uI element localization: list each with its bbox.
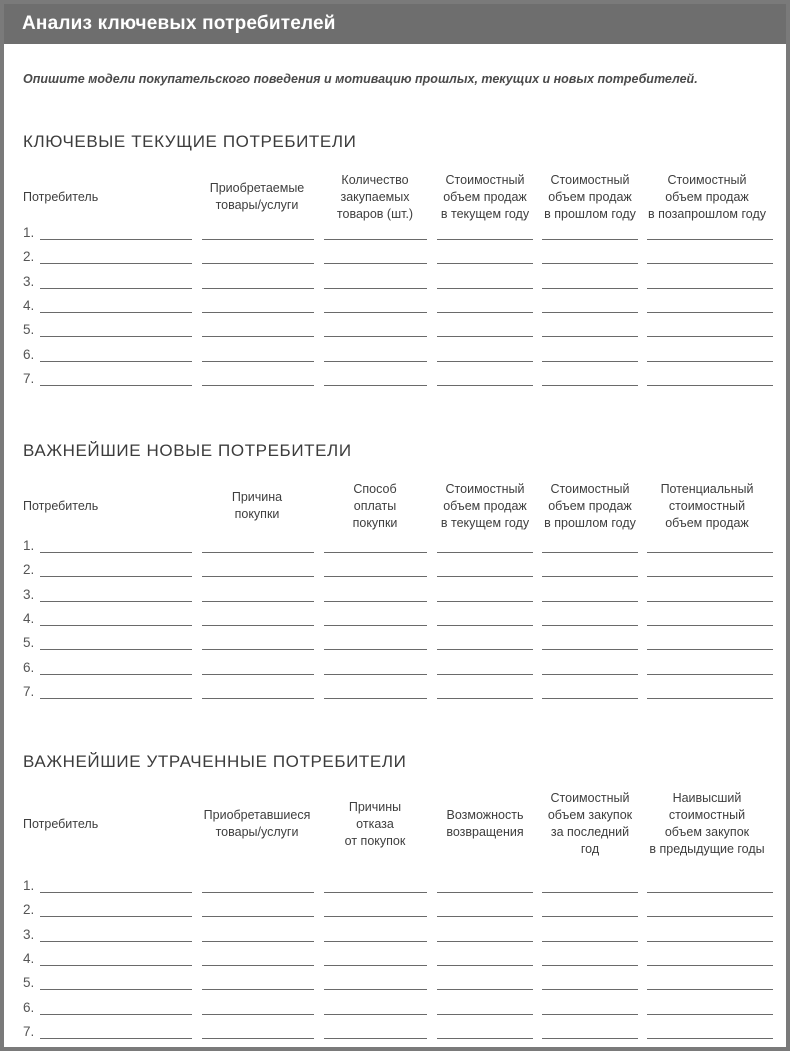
fill-in-line[interactable] bbox=[324, 625, 427, 626]
fill-in-line[interactable] bbox=[40, 239, 192, 240]
column-header: Стоимостный объем продаж в текущем году bbox=[440, 481, 530, 530]
fill-in-line[interactable] bbox=[40, 288, 192, 289]
fill-in-line[interactable] bbox=[542, 989, 638, 990]
table-row bbox=[4, 951, 786, 975]
table-row bbox=[4, 538, 786, 562]
table-row bbox=[4, 684, 786, 708]
fill-in-line[interactable] bbox=[542, 965, 638, 966]
table-row bbox=[4, 1024, 786, 1048]
fill-in-line[interactable] bbox=[647, 336, 773, 337]
column-header: Потребитель bbox=[23, 498, 99, 513]
column-header: Потребитель bbox=[23, 189, 99, 204]
fill-in-line[interactable] bbox=[437, 625, 533, 626]
fill-in-line[interactable] bbox=[202, 625, 314, 626]
row-number: 5. bbox=[23, 975, 35, 991]
fill-in-line[interactable] bbox=[202, 892, 314, 893]
section-title: ВАЖНЕЙШИЕ УТРАЧЕННЫЕ ПОТРЕБИТЕЛИ bbox=[23, 752, 407, 771]
fill-in-line[interactable] bbox=[647, 601, 773, 602]
fill-in-line[interactable] bbox=[324, 239, 427, 240]
fill-in-line[interactable] bbox=[437, 239, 533, 240]
fill-in-line[interactable] bbox=[202, 941, 314, 942]
fill-in-line[interactable] bbox=[324, 674, 427, 675]
column-header: Наивысший стоимостный объем закупок в предыдущие годы bbox=[649, 791, 765, 856]
table-row bbox=[4, 878, 786, 902]
fill-in-line[interactable] bbox=[437, 1014, 533, 1015]
fill-in-line[interactable] bbox=[40, 698, 192, 699]
fill-in-line[interactable] bbox=[40, 941, 192, 942]
column-header: Стоимостный объем закупок за последний год bbox=[547, 791, 633, 856]
fill-in-line[interactable] bbox=[324, 361, 427, 362]
row-number: 5. bbox=[23, 635, 35, 651]
column-header: Стоимостный объем продаж в позапрошлом году bbox=[647, 172, 767, 221]
column-header: Приобретаемые товары/услуги bbox=[209, 181, 305, 212]
table-row bbox=[4, 322, 786, 346]
fill-in-line[interactable] bbox=[202, 1014, 314, 1015]
row-number: 6. bbox=[23, 346, 35, 362]
fill-in-line[interactable] bbox=[542, 361, 638, 362]
fill-in-line[interactable] bbox=[647, 385, 773, 386]
fill-in-line[interactable] bbox=[324, 649, 427, 650]
fill-in-line[interactable] bbox=[437, 965, 533, 966]
fill-in-line[interactable] bbox=[647, 625, 773, 626]
fill-in-line[interactable] bbox=[542, 385, 638, 386]
row-number: 2. bbox=[23, 562, 35, 578]
fill-in-line[interactable] bbox=[40, 361, 192, 362]
fill-in-line[interactable] bbox=[647, 239, 773, 240]
fill-in-line[interactable] bbox=[542, 941, 638, 942]
table-row bbox=[4, 562, 786, 586]
fill-in-line[interactable] bbox=[324, 916, 427, 917]
fill-in-line[interactable] bbox=[437, 941, 533, 942]
fill-in-line[interactable] bbox=[647, 312, 773, 313]
page-header: Анализ ключевых потребителей bbox=[4, 4, 786, 44]
fill-in-line[interactable] bbox=[437, 312, 533, 313]
row-number: 4. bbox=[23, 297, 35, 313]
table-row bbox=[4, 298, 786, 322]
row-number: 2. bbox=[23, 902, 35, 918]
fill-in-line[interactable] bbox=[202, 1038, 314, 1039]
fill-in-line[interactable] bbox=[647, 989, 773, 990]
section-title: КЛЮЧЕВЫЕ ТЕКУЩИЕ ПОТРЕБИТЕЛИ bbox=[23, 132, 357, 151]
fill-in-line[interactable] bbox=[647, 965, 773, 966]
fill-in-line[interactable] bbox=[647, 649, 773, 650]
table-row bbox=[4, 635, 786, 659]
fill-in-line[interactable] bbox=[542, 552, 638, 553]
fill-in-line[interactable] bbox=[202, 674, 314, 675]
fill-in-line[interactable] bbox=[437, 601, 533, 602]
fill-in-line[interactable] bbox=[202, 336, 314, 337]
section-2 bbox=[4, 441, 786, 741]
fill-in-line[interactable] bbox=[202, 263, 314, 264]
table-row bbox=[4, 274, 786, 298]
fill-in-line[interactable] bbox=[647, 892, 773, 893]
fill-in-line[interactable] bbox=[202, 239, 314, 240]
fill-in-line[interactable] bbox=[542, 288, 638, 289]
fill-in-line[interactable] bbox=[324, 1038, 427, 1039]
column-header: Стоимостный объем продаж в прошлом году bbox=[544, 172, 636, 221]
fill-in-line[interactable] bbox=[40, 601, 192, 602]
fill-in-line[interactable] bbox=[542, 916, 638, 917]
fill-in-line[interactable] bbox=[437, 263, 533, 264]
fill-in-line[interactable] bbox=[40, 263, 192, 264]
table-row bbox=[4, 611, 786, 635]
row-number: 1. bbox=[23, 225, 35, 240]
table-row bbox=[4, 975, 786, 999]
column-header: Стоимостный объем продаж в прошлом году bbox=[544, 481, 636, 530]
fill-in-line[interactable] bbox=[542, 1014, 638, 1015]
section-1 bbox=[4, 132, 786, 432]
fill-in-line[interactable] bbox=[324, 1014, 427, 1015]
fill-in-line[interactable] bbox=[202, 916, 314, 917]
row-number: 4. bbox=[23, 950, 35, 966]
fill-in-line[interactable] bbox=[542, 336, 638, 337]
fill-in-line[interactable] bbox=[40, 312, 192, 313]
fill-in-line[interactable] bbox=[542, 674, 638, 675]
fill-in-line[interactable] bbox=[647, 1038, 773, 1039]
row-number: 7. bbox=[23, 1023, 35, 1039]
fill-in-line[interactable] bbox=[324, 989, 427, 990]
fill-in-line[interactable] bbox=[202, 361, 314, 362]
fill-in-line[interactable] bbox=[40, 989, 192, 990]
fill-in-line[interactable] bbox=[437, 288, 533, 289]
table-row bbox=[4, 225, 786, 249]
fill-in-line[interactable] bbox=[40, 1038, 192, 1039]
fill-in-line[interactable] bbox=[324, 941, 427, 942]
fill-in-line[interactable] bbox=[647, 1014, 773, 1015]
fill-in-line[interactable] bbox=[542, 263, 638, 264]
fill-in-line[interactable] bbox=[40, 385, 192, 386]
row-number: 1. bbox=[23, 538, 35, 553]
fill-in-line[interactable] bbox=[437, 649, 533, 650]
row-number: 3. bbox=[23, 273, 35, 289]
fill-in-line[interactable] bbox=[647, 288, 773, 289]
fill-in-line[interactable] bbox=[324, 576, 427, 577]
fill-in-line[interactable] bbox=[202, 601, 314, 602]
row-number: 6. bbox=[23, 999, 35, 1015]
table-row bbox=[4, 660, 786, 684]
fill-in-line[interactable] bbox=[324, 263, 427, 264]
fill-in-line[interactable] bbox=[40, 674, 192, 675]
fill-in-line[interactable] bbox=[40, 336, 192, 337]
fill-in-line[interactable] bbox=[647, 361, 773, 362]
table-row bbox=[4, 1000, 786, 1024]
fill-in-line[interactable] bbox=[40, 552, 192, 553]
column-header: Причина покупки bbox=[231, 490, 283, 521]
fill-in-line[interactable] bbox=[542, 1038, 638, 1039]
fill-in-line[interactable] bbox=[40, 916, 192, 917]
fill-in-line[interactable] bbox=[437, 1038, 533, 1039]
row-number: 7. bbox=[23, 370, 35, 386]
table-row bbox=[4, 347, 786, 371]
fill-in-line[interactable] bbox=[202, 989, 314, 990]
fill-in-line[interactable] bbox=[202, 698, 314, 699]
fill-in-line[interactable] bbox=[40, 625, 192, 626]
row-number: 7. bbox=[23, 683, 35, 699]
fill-in-line[interactable] bbox=[437, 361, 533, 362]
fill-in-line[interactable] bbox=[647, 263, 773, 264]
fill-in-line[interactable] bbox=[647, 674, 773, 675]
fill-in-line[interactable] bbox=[542, 698, 638, 699]
fill-in-line[interactable] bbox=[40, 965, 192, 966]
column-header: Причины отказа от покупок bbox=[344, 799, 406, 848]
row-number: 5. bbox=[23, 322, 35, 338]
fill-in-line[interactable] bbox=[542, 312, 638, 313]
fill-in-line[interactable] bbox=[647, 552, 773, 553]
fill-in-line[interactable] bbox=[542, 576, 638, 577]
fill-in-line[interactable] bbox=[202, 965, 314, 966]
fill-in-line[interactable] bbox=[202, 288, 314, 289]
fill-in-line[interactable] bbox=[324, 312, 427, 313]
fill-in-line[interactable] bbox=[324, 892, 427, 893]
row-number: 6. bbox=[23, 659, 35, 675]
table-row bbox=[4, 371, 786, 395]
row-number: 1. bbox=[23, 878, 35, 893]
fill-in-line[interactable] bbox=[40, 1014, 192, 1015]
column-header: Возможность возвращения bbox=[446, 808, 524, 839]
fill-in-line[interactable] bbox=[437, 989, 533, 990]
row-number: 4. bbox=[23, 610, 35, 626]
fill-in-line[interactable] bbox=[542, 649, 638, 650]
fill-in-line[interactable] bbox=[437, 576, 533, 577]
fill-in-line[interactable] bbox=[202, 312, 314, 313]
row-number: 2. bbox=[23, 249, 35, 265]
fill-in-line[interactable] bbox=[202, 385, 314, 386]
row-number: 3. bbox=[23, 926, 35, 942]
column-header: Потребитель bbox=[23, 816, 99, 831]
fill-in-line[interactable] bbox=[542, 892, 638, 893]
fill-in-line[interactable] bbox=[40, 892, 192, 893]
fill-in-line[interactable] bbox=[324, 385, 427, 386]
fill-in-line[interactable] bbox=[324, 288, 427, 289]
fill-in-line[interactable] bbox=[647, 698, 773, 699]
section-title: ВАЖНЕЙШИЕ НОВЫЕ ПОТРЕБИТЕЛИ bbox=[23, 441, 352, 460]
table-row bbox=[4, 927, 786, 951]
fill-in-line[interactable] bbox=[202, 552, 314, 553]
fill-in-line[interactable] bbox=[437, 916, 533, 917]
column-header: Способ оплаты покупки bbox=[352, 481, 398, 530]
table-row bbox=[4, 902, 786, 926]
table-row bbox=[4, 249, 786, 273]
fill-in-line[interactable] bbox=[647, 941, 773, 942]
fill-in-line[interactable] bbox=[437, 385, 533, 386]
fill-in-line[interactable] bbox=[647, 576, 773, 577]
fill-in-line[interactable] bbox=[324, 698, 427, 699]
column-header: Стоимостный объем продаж в текущем году bbox=[440, 172, 530, 221]
fill-in-line[interactable] bbox=[324, 601, 427, 602]
fill-in-line[interactable] bbox=[202, 576, 314, 577]
fill-in-line[interactable] bbox=[647, 916, 773, 917]
fill-in-line[interactable] bbox=[542, 625, 638, 626]
fill-in-line[interactable] bbox=[324, 336, 427, 337]
table-row bbox=[4, 587, 786, 611]
fill-in-line[interactable] bbox=[324, 965, 427, 966]
column-header: Приобретавшиеся товары/услуги bbox=[203, 808, 311, 839]
column-header: Потенциальный стоимостный объем продаж bbox=[660, 481, 754, 530]
page-subtitle: Опишите модели покупательского поведения и мотивацию прошлых, текущих и новых потребителей. bbox=[23, 72, 698, 86]
fill-in-line[interactable] bbox=[437, 674, 533, 675]
fill-in-line[interactable] bbox=[437, 552, 533, 553]
fill-in-line[interactable] bbox=[542, 601, 638, 602]
fill-in-line[interactable] bbox=[437, 698, 533, 699]
fill-in-line[interactable] bbox=[324, 552, 427, 553]
fill-in-line[interactable] bbox=[40, 576, 192, 577]
fill-in-line[interactable] bbox=[437, 892, 533, 893]
column-header: Количество закупаемых товаров (шт.) bbox=[336, 172, 414, 221]
fill-in-line[interactable] bbox=[202, 649, 314, 650]
fill-in-line[interactable] bbox=[40, 649, 192, 650]
fill-in-line[interactable] bbox=[542, 239, 638, 240]
row-number: 3. bbox=[23, 586, 35, 602]
section-3 bbox=[4, 752, 786, 1052]
fill-in-line[interactable] bbox=[437, 336, 533, 337]
